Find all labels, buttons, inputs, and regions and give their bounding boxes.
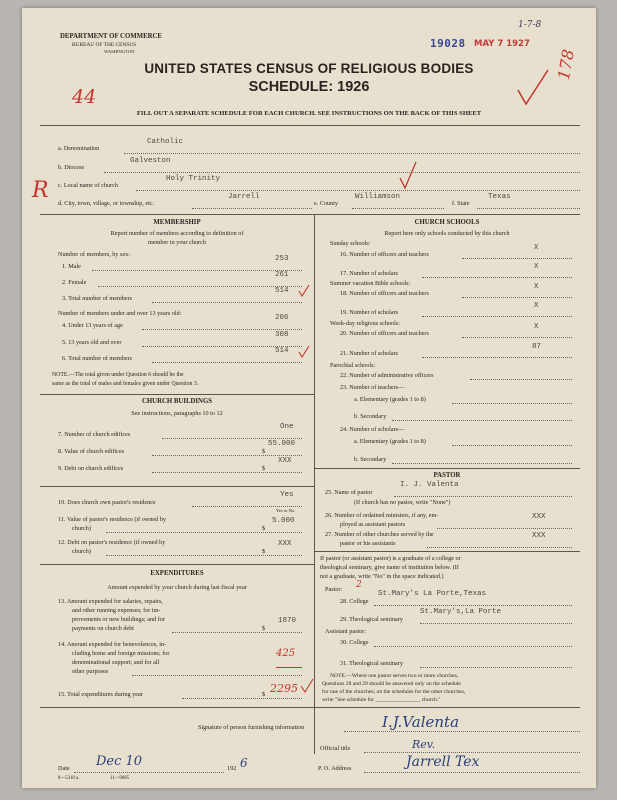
q13-label-2: and other running expenses; for im- [72,607,161,614]
pastor-note-3: for one of the churches; on the schedules for the other churches, [322,689,466,695]
department-label: DEPARTMENT OF COMMERCE [60,33,162,40]
expenditures-heading: EXPENDITURES [150,570,204,577]
q23b-label: b. Secondary [354,413,387,420]
check-icon-local-name [398,160,418,192]
q24b-label: b. Secondary [354,456,387,463]
buildings-heading: CHURCH BUILDINGS [141,398,213,405]
po-address-value: Jarrell Tex [406,754,480,770]
q24-label: 24. Number of scholars— [340,426,405,433]
stamp-number: 19028 [430,37,466,50]
q3-label: 3. Total number of members [62,295,133,302]
weekday-schools-label: Week-day religious schools: [330,320,400,327]
side-red-mark: R [32,178,49,203]
q8-dollar: $ [262,448,266,455]
local-name-label: c. Local name of church [58,182,118,189]
year-prefix: 192 [227,765,237,772]
q1-label: 1. Male [62,263,81,270]
pastor-note-1: NOTE.—Where one pastor serves two or more churches, [330,673,459,679]
membership-intro-2: member in your church [148,239,206,246]
q14-label-3: denominational support; and for all [72,659,160,666]
instruction-line: FILL OUT A SEPARATE SCHEDULE FOR EACH CHURCH. SEE INSTRUCTIONS ON THE BACK OF THIS SHEET [136,110,482,117]
form-title: UNITED STATES CENSUS OF RELIGIOUS BODIES [144,61,474,76]
q2-label: 2. Female [62,279,87,286]
census-schedule-sheet [22,8,596,788]
po-address-label: P. O. Address [318,765,352,772]
assistant-pastor-label: Assistant pastor: [325,628,367,635]
signature-label: Signature of person furnishing information [198,724,305,731]
q9-label: 9. Debt on church edifices [58,465,124,472]
pastor-heading: PASTOR [433,472,461,479]
check-icon-q6 [298,345,310,359]
q10-value: Yes [280,491,294,499]
q13-dollar: $ [262,625,266,632]
q31-label: 31. Theological seminary [340,660,403,667]
date-label: Date [58,765,70,772]
bureau-label: BUREAU OF THE CENSUS [72,42,137,48]
q27-label-2: pastor or his assistants [340,540,396,547]
expenditures-sub: Amount expended by your church during last fiscal year [107,584,247,591]
pastor-note-2: Questions 28 and 29 should be answered only on the schedule [322,681,461,687]
membership-note-1: NOTE.—The total given under Question 6 should be the [52,372,184,378]
q18-value: X [534,283,539,291]
q28-value: St.Mary's La Porte,Texas [378,590,487,598]
q6-label: 6. Total number of members [62,355,133,362]
q27-value: XXX [532,532,546,540]
q30-label: 30. College [340,639,369,646]
stamp-date: MAY 7 1927 [474,39,530,49]
official-title-value: Rev. [412,738,436,751]
q14-red-strike [276,667,302,668]
q11-label-2: church) [72,525,91,532]
q14-value: 425 [276,648,296,659]
q16-label: 16. Number of officers and teachers [340,251,429,258]
q20-label: 20. Number of officers and teachers [340,330,429,337]
q14-label-4: other purposes [72,668,109,675]
q23a-label: a. Elementary (grades 1 to 8) [354,396,426,403]
schedule-title: SCHEDULE: 1926 [248,79,370,95]
county-value: Williamson [355,193,401,201]
q23-label: 23. Number of teachers— [340,384,405,391]
pastor-note-4: write "See schedule for ________________ church." [322,697,441,703]
q9-value: XXX [278,457,292,465]
q29-label: 29. Theological seminary [340,616,403,623]
denomination-label: a. Denomination [58,145,100,152]
q26-value: XXX [532,513,546,521]
q6-value: 514 [275,347,289,355]
q14-label-2: cluding home and foreign missions; for [72,650,170,657]
right-red-mark: 178 [554,47,579,82]
q13-label-1: 13. Amount expended for salaries, repairs, [58,598,163,605]
q12-value: XXX [278,540,292,548]
membership-note-2: same as the total of males and females given under Question 3. [52,381,199,387]
q15-value: 2295 [270,682,298,695]
q11-dollar: $ [262,525,266,532]
county-label: e. County [314,200,339,207]
form-number-2: 11—9685 [110,776,130,781]
q18-label: 18. Number of officers and teachers [340,290,429,297]
q13-label-3: provements or new buildings; and for [72,616,165,623]
membership-heading: MEMBERSHIP [153,219,201,226]
q8-value: 55.000 [268,440,296,448]
parochial-schools-label: Parochial schools: [330,362,376,369]
membership-intro-1: Report number of members according to definition of [110,230,244,237]
q11-value: 5.000 [272,517,295,525]
q9-dollar: $ [262,465,266,472]
q16-value: X [534,244,539,252]
schools-sub: Report here only schools conducted by this church [384,230,510,237]
q21-label: 21. Number of scholars [340,350,399,357]
q5-value: 308 [275,331,289,339]
q14-label-1: 14. Amount expended for benevolences, in- [58,641,167,648]
local-name-value: Holy Trinity [166,175,221,183]
q12-label-1: 12. Debt on pastor's residence (if owned by [58,539,166,546]
q28-label: 28. College [340,598,369,605]
q29-value: St.Mary's,La Porte [420,608,502,616]
q5-label: 5. 13 years old and over [62,339,122,346]
q19-label: 19. Number of scholars [340,309,399,316]
official-title-label: Official title [320,745,351,752]
q10-label: 10. Does church own pastor's residence [58,499,156,506]
city-town-label: d. City, town, village, or township, etc. [58,200,155,207]
q25-value: I. J. Valenta [400,481,459,489]
city-label: WASHINGTON [104,49,135,54]
pastor-sub-label: Pastor: [325,586,343,593]
denomination-value: Catholic [147,138,184,146]
q21-value: 87 [532,343,542,351]
q13-label-4: payments on church debt [72,625,135,632]
buildings-sub: See instructions, paragraphs 10 to 12 [131,410,223,417]
corner-note: 1-7-8 [518,20,542,30]
state-label: f. State [452,200,470,207]
signature-value: I.J.Valenta [382,713,460,731]
q17-label: 17. Number of scholars [340,270,399,277]
q17-value: X [534,263,539,271]
q20-value: X [534,323,539,331]
q2-value: 261 [275,271,289,279]
check-icon-q3 [298,284,310,298]
members-by-sex-label: Number of members, by sex: [58,251,130,258]
diocese-label: b. Diocese [58,164,85,171]
state-value: Texas [488,193,511,201]
q4-value: 206 [275,314,289,322]
diocese-value: Galveston [130,157,171,165]
graduate-note-2: theological seminary, give name of institution below. (If [320,564,459,571]
q26-label-1: 26. Number of ordained ministers, if any, em- [325,512,439,519]
q12-dollar: $ [262,548,266,555]
check-icon-q15 [300,678,314,694]
q22-label: 22. Number of administrative officers [340,372,434,379]
q4-label: 4. Under 13 years of age [62,322,123,329]
left-red-mark: 44 [72,86,97,108]
q13-value: 1870 [278,617,297,625]
graduate-note-1: If pastor (or assistant pastor) is a graduate of a college or [320,555,461,562]
summer-schools-label: Summer vacation Bible schools: [330,280,411,287]
schools-heading: CHURCH SCHOOLS [414,219,480,226]
q1-value: 253 [275,255,289,263]
date-value: Dec 10 [96,754,143,769]
q7-label: 7. Number of church edifices [58,431,131,438]
q12-label-2: church) [72,548,91,555]
pastor-red-mark: 2 [356,580,362,590]
q15-label: 15. Total expenditures during year [58,691,143,698]
q25-label: 25. Name of pastor [325,489,373,496]
sunday-schools-label: Sunday schools: [330,240,371,247]
city-town-value: Jarrell [228,193,260,201]
age-intro-label: Number of members under and over 13 years old: [58,310,182,317]
q24a-label: a. Elementary (grades 1 to 8) [354,438,426,445]
year-digit: 6 [240,756,248,770]
q11-label-1: 11. Value of pastor's residence (if owned by [58,516,166,523]
graduate-note-3: not a graduate, write "No" in the space indicated.) [320,573,444,580]
q27-label-1: 27. Number of other churches served by the [325,531,434,538]
q26-label-2: ployed as assistant pastors [340,521,406,528]
q8-label: 8. Value of church edifices [58,448,125,455]
q25-hint: (If church has no pastor, write "None") [354,499,451,506]
q3-value: 514 [275,287,289,295]
q15-dollar: $ [262,691,266,698]
q10-hint: Yes or No [276,508,295,513]
q19-value: X [534,302,539,310]
q7-value: One [280,423,294,431]
form-number: 8—5318 a. [58,776,80,781]
